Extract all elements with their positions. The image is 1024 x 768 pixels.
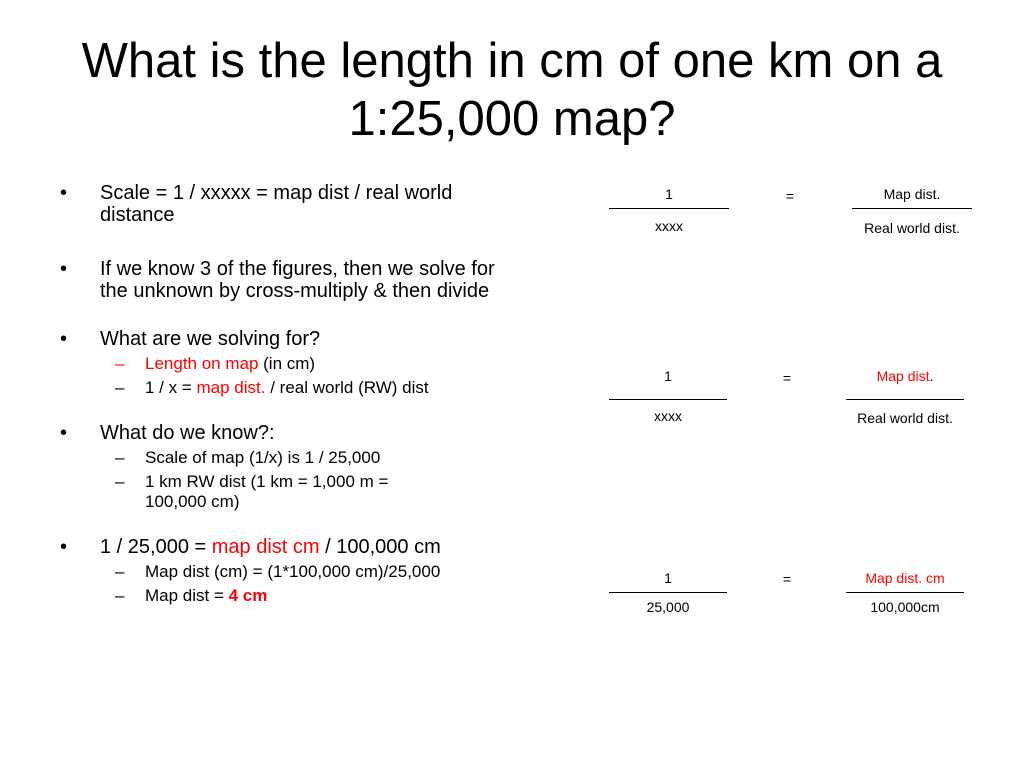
equals-sign: = (782, 370, 792, 386)
sub-bullet-text: (in cm) (258, 354, 316, 373)
bullet-text: 1 / 25,000 = (100, 536, 212, 558)
answer-value: 4 cm (228, 586, 268, 605)
bullet-text: Scale = 1 / xxxxx = map dist / real world distance (100, 182, 453, 226)
sub-bullet-scale-of-map (60, 448, 500, 468)
equals-sign: = (782, 571, 792, 587)
bullet-text: What are we solving for? (100, 328, 321, 350)
slide-title: What is the length in cm of one km on a 1:25,000 map? (81, 34, 943, 146)
sub-bullet-dash: – (115, 378, 125, 397)
numerator-left: 1 (664, 368, 672, 384)
bullet-text: What do we know?: (100, 422, 275, 444)
bullet-what-we-know (60, 422, 500, 444)
bullet-dot: • (60, 422, 68, 444)
sub-bullet-dash: – (115, 354, 125, 373)
sub-bullet-dash: – (115, 472, 125, 491)
sub-bullet-dash: – (115, 448, 125, 467)
sub-bullet-ratio (60, 378, 500, 398)
bullet-dot: • (60, 182, 68, 204)
equals-sign: = (785, 188, 795, 204)
bullet-cross-multiply (60, 258, 500, 302)
denominator-right: Real world dist. (864, 220, 960, 236)
denominator-right: 100,000cm (870, 599, 940, 615)
bullet-equation (60, 536, 500, 558)
bullet-text: / 100,000 cm (319, 536, 441, 558)
numerator-right: Map dist. cm (865, 570, 945, 586)
highlight-text: Length on map (145, 354, 259, 373)
numerator-right: Map dist. (883, 186, 941, 202)
denominator-right: Real world dist. (857, 410, 953, 426)
numerator-left: 1 (665, 186, 673, 202)
denominator-left: 25,000 (646, 599, 690, 615)
bullet-dot: • (60, 328, 68, 350)
sub-bullet-text: Map dist = (145, 586, 229, 605)
highlight-text: map dist cm (211, 536, 320, 558)
sub-bullet-map-dist-formula (60, 562, 500, 582)
sub-bullet-text: Scale of map (1/x) is 1 / 25,000 (145, 448, 381, 467)
fraction-bar (846, 399, 964, 400)
bullet-text: If we know 3 of the figures, then we solve for the unknown by cross-multiply & then divide (100, 258, 495, 302)
denominator-left: xxxx (655, 218, 683, 234)
sub-bullet-dash: – (115, 586, 125, 605)
numerator-tail: . (929, 368, 934, 384)
highlight-text: Map dist (876, 368, 930, 384)
bullet-solving-for (60, 328, 500, 350)
fraction-bar (852, 208, 972, 209)
sub-bullet-text: / real world (RW) dist (265, 378, 429, 397)
fraction-bar (609, 592, 727, 593)
numerator-right (846, 368, 964, 384)
sub-bullet-text: Map dist (cm) = (1*100,000 cm)/25,000 (145, 562, 441, 581)
denominator-left: xxxx (654, 408, 682, 424)
sub-bullet-answer (60, 586, 500, 606)
bullet-scale-formula (60, 182, 500, 226)
sub-bullet-length-on-map (60, 354, 500, 374)
fraction-bar (609, 399, 727, 400)
sub-bullet-rw-dist (60, 472, 415, 512)
sub-bullet-text: 1 km RW dist (1 km = 1,000 m = 100,000 cm) (145, 472, 389, 511)
highlight-text: map dist. (196, 378, 266, 397)
sub-bullet-dash: – (115, 562, 125, 581)
numerator-left: 1 (664, 570, 672, 586)
sub-bullet-text: 1 / x = (145, 378, 197, 397)
bullet-dot: • (60, 536, 68, 558)
fraction-bar (846, 592, 964, 593)
bullet-dot: • (60, 258, 68, 280)
fraction-bar (609, 208, 729, 209)
bullet-list (60, 182, 500, 606)
